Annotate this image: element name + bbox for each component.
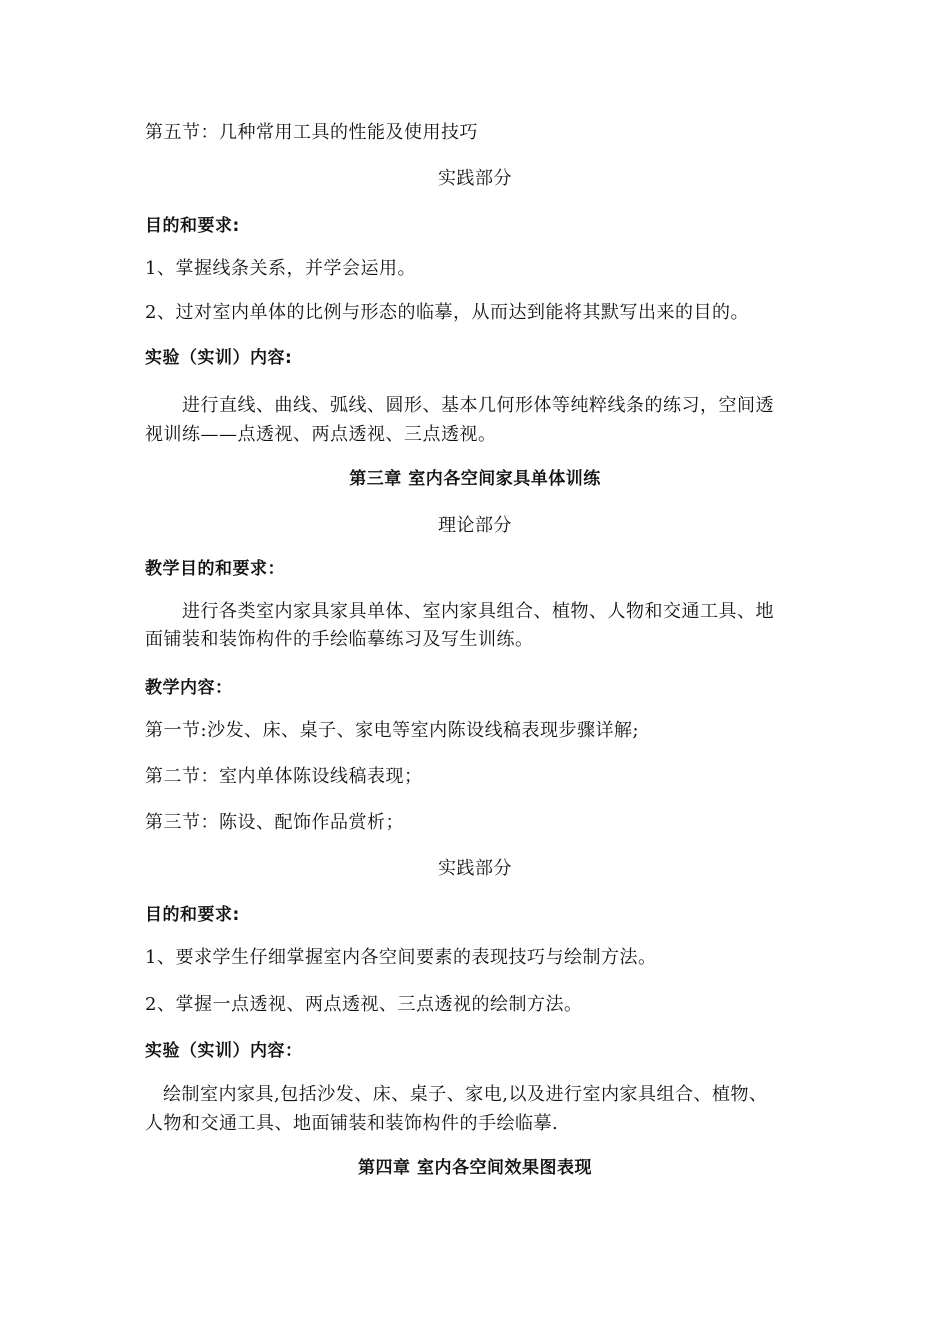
lab-content-heading-2: 实验（实训）内容： xyxy=(145,1041,303,1061)
practice-part-heading-2: 实践部分 xyxy=(438,858,512,879)
content-section-2: 第二节：室内单体陈设线稿表现； xyxy=(145,766,423,787)
objective-item-1b: 1、要求学生仔细掌握室内各空间要素的表现技巧与绘制方法。 xyxy=(145,947,657,968)
teaching-objectives-para-line-1: 进行各类室内家具家具单体、室内家具组合、植物、人物和交通工具、地 xyxy=(182,601,774,622)
lab-content-para2-line-2: 人物和交通工具、地面铺装和装饰构件的手绘临摹. xyxy=(145,1113,559,1134)
teaching-objectives-heading: 教学目的和要求： xyxy=(145,559,285,579)
practice-part-heading: 实践部分 xyxy=(438,168,512,189)
lab-content-para-line-1: 进行直线、曲线、弧线、圆形、基本几何形体等纯粹线条的练习，空间透 xyxy=(182,395,774,416)
content-section-1: 第一节:沙发、床、桌子、家电等室内陈设线稿表现步骤详解; xyxy=(145,720,640,741)
objective-item-2: 2、过对室内单体的比例与形态的临摹，从而达到能将其默写出来的目的。 xyxy=(145,302,749,323)
theory-part-heading: 理论部分 xyxy=(438,515,512,536)
section-5-title: 第五节：几种常用工具的性能及使用技巧 xyxy=(145,122,478,143)
chapter-3-title: 第三章 室内各空间家具单体训练 xyxy=(349,469,601,489)
teaching-objectives-para-line-2: 面铺装和装饰构件的手绘临摹练习及写生训练。 xyxy=(145,629,534,650)
chapter-4-title: 第四章 室内各空间效果图表现 xyxy=(358,1158,592,1178)
teaching-content-heading: 教学内容： xyxy=(145,678,233,698)
objective-item-2b: 2、掌握一点透视、两点透视、三点透视的绘制方法。 xyxy=(145,994,583,1015)
objectives-heading-2: 目的和要求: xyxy=(145,905,240,925)
lab-content-para-line-2: 视训练——点透视、两点透视、三点透视。 xyxy=(145,424,497,445)
objective-item-1: 1、掌握线条关系，并学会运用。 xyxy=(145,258,416,279)
lab-content-heading: 实验（实训）内容: xyxy=(145,348,293,368)
content-section-3: 第三节：陈设、配饰作品赏析； xyxy=(145,812,404,833)
lab-content-para2-line-1: 绘制室内家具,包括沙发、床、桌子、家电,以及进行室内家具组合、植物、 xyxy=(163,1084,768,1105)
objectives-heading: 目的和要求: xyxy=(145,216,240,236)
